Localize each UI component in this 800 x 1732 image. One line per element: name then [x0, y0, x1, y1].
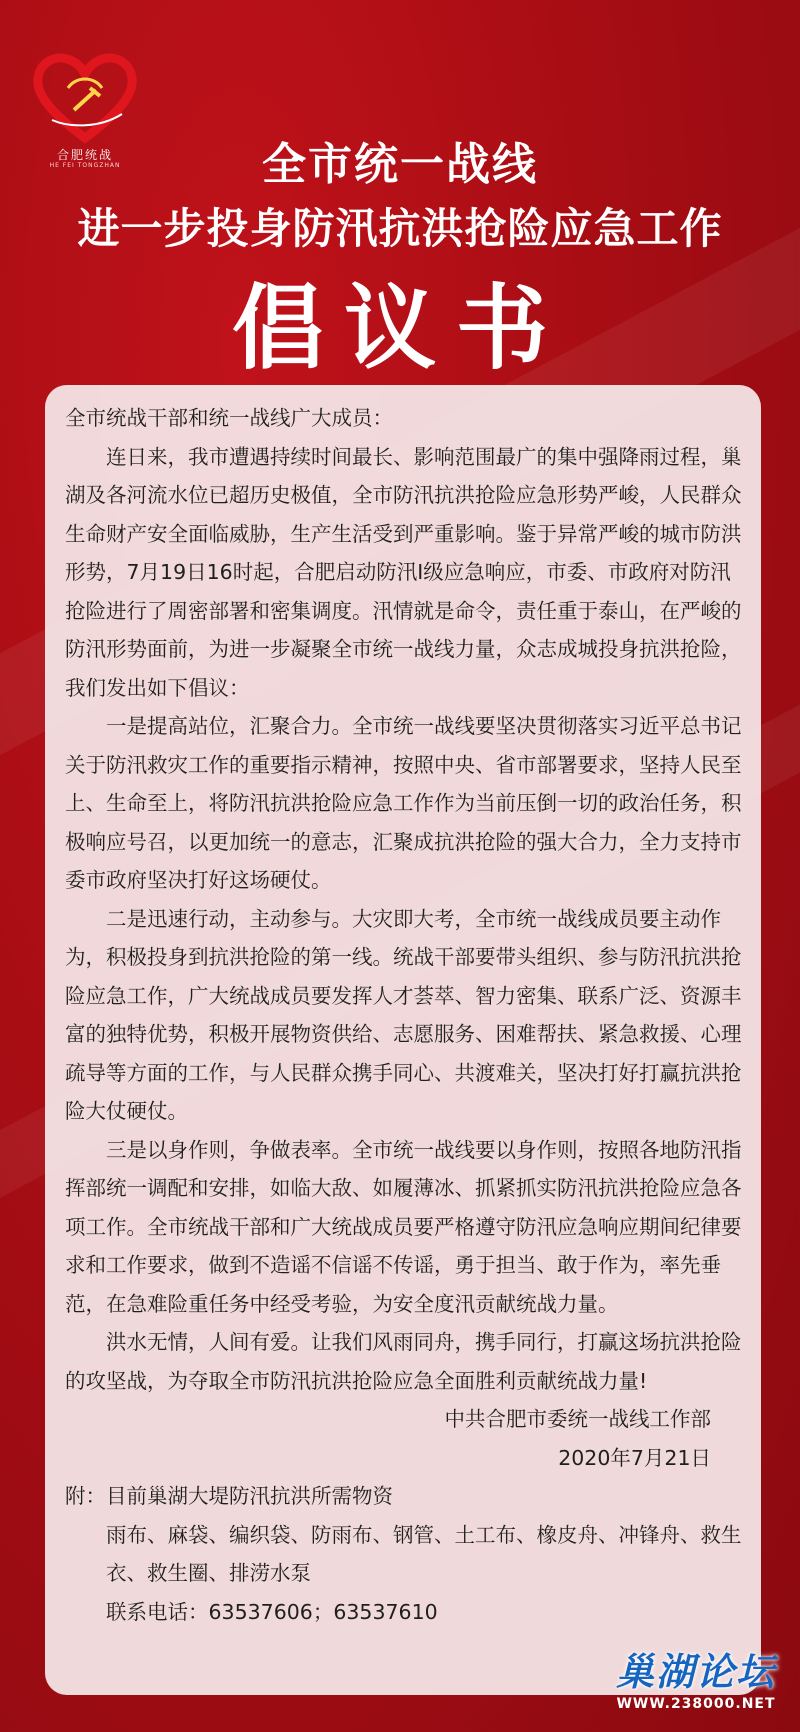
- paragraph-2: 二是迅速行动，主动参与。大灾即大考，全市统一战线成员要主动作为，积极投身到抗洪抢险的第一线。统战干部要带头组织、参与防汛抗洪抢险应急工作，广大统战成员要发挥人才荟萃、智力密集、联系广泛、资源丰富的独特优势，积极开展物资供给、志愿服务、困难帮扶、紧急救援、心理疏导等方面的工作，与人民群众携手同心、共渡难关，坚决打好打赢抗洪抢险大仗硬仗。: [65, 906, 742, 1123]
- title-line-2: 进一步投身防汛抗洪抢险应急工作: [77, 204, 723, 253]
- watermark-url: WWW.238000.NET: [616, 1696, 776, 1712]
- watermark-name: 巢湖论坛: [615, 1650, 776, 1694]
- letter-content: [65, 399, 745, 1631]
- logo-sub-label: HE FEI TONGZHAN: [49, 162, 121, 169]
- paragraph-closing: 洪水无情，人间有爱。让我们风雨同舟，携手同行，打赢这场抗洪抢险的攻坚战，为夺取全市防汛抗洪抢险应急全面胜利贡献统战力量!: [65, 1330, 742, 1393]
- letter-panel: [45, 385, 761, 1695]
- date: 2020年7月21日: [558, 1445, 711, 1470]
- appendix-title: 附：目前巢湖大堤防汛抗洪所需物资: [65, 1484, 393, 1508]
- watermark: [606, 1641, 786, 1712]
- paragraph-3: 三是以身作则，争做表率。全市统一战线要以身作则，按照各地防汛指挥部统一调配和安排，如临大敌、如履薄冰、抓紧抓实防汛抗洪抢险应急各项工作。全市统战干部和广大统战成员要严格遵守防汛应急响应期间纪律要求和工作要求，做到不造谣不信谣不传谣，勇于担当、敢于作为，率先垂范，在急难险重任务中经受考验，为安全度汛贡献统战力量。: [65, 1137, 742, 1316]
- appendix-contact: 联系电话：63537606；63537610: [106, 1599, 438, 1624]
- title-line-1: 全市统一战线: [262, 139, 538, 190]
- appendix-items: 雨布、麻袋、编织袋、防雨布、钢管、土工布、橡皮舟、冲锋舟、救生衣、救生圈、排涝水泵: [106, 1522, 742, 1585]
- page-title: 倡议书: [231, 275, 568, 382]
- salutation: 全市统战干部和统一战线广大成员：: [65, 406, 393, 430]
- paragraph-1: 一是提高站位，汇聚合力。全市统一战线要坚决贯彻落实习近平总书记关于防汛救灾工作的重要指示精神，按照中央、省市部署要求，坚持人民至上、生命至上，将防汛抗洪抢险应急工作作为当前压倒一切的政治任务，积极响应号召，以更加统一的意志，汇聚成抗洪抢险的强大合力，全力支持市委市政府坚决打好这场硬仗。: [65, 714, 742, 892]
- signature: 中共合肥市委统一战线工作部: [444, 1407, 711, 1431]
- logo-label: 合肥统战: [56, 148, 113, 162]
- paragraph-intro: 连日来，我市遭遇持续时间最长、影响范围最广的集中强降雨过程，巢湖及各河流水位已超历史极值，全市防汛抗洪抢险应急形势严峻，人民群众生命财产安全面临威胁，生产生活受到严重影响。鉴于异常严峻的城市防洪形势，7月19日16时起，合肥启动防汛I级应急响应，市委、市政府对防汛抢险进行了周密部署和密集调度。汛情就是命令，责任重于泰山，在严峻的防汛形势面前，为进一步凝聚全市统一战线力量，众志成城投身抗洪抢险，我们发出如下倡议：: [65, 444, 742, 700]
